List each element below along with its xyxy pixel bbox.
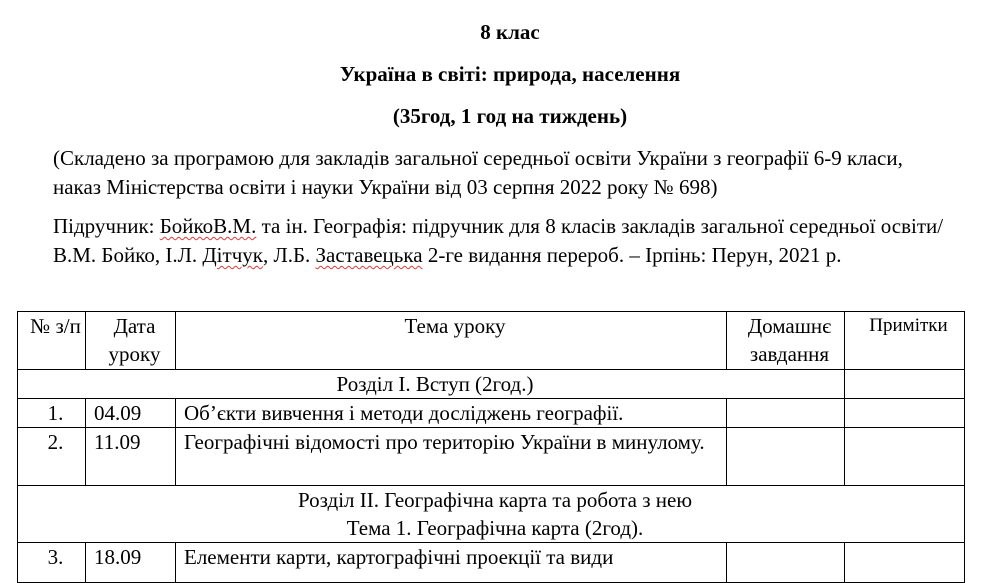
notes-cell (845, 399, 965, 428)
homework-cell (727, 543, 845, 583)
textbook-prefix: Підручник: (53, 214, 160, 238)
header-topic: Тема уроку (176, 312, 727, 370)
section-title-line: Розділ ІІ. Географічна карта та робота з нею (297, 488, 693, 512)
lesson-topic: Об’єкти вивчення і методи досліджень географії. (176, 399, 727, 428)
textbook-reference (53, 212, 953, 270)
spellcheck-flagged-author: БойкоВ.М. (159, 214, 257, 238)
textbook-suffix: 2-ге видання перероб. – Ірпінь: Перун, 2021 р. (422, 243, 842, 267)
header-homework: Домашнє завдання (727, 312, 845, 370)
lesson-topic: Географічні відомості про територію України в минулому. (176, 428, 727, 486)
section-title: Розділ І. Вступ (2год.) (18, 370, 845, 399)
header-notes: Примітки (845, 312, 965, 370)
section-row (18, 486, 965, 543)
lesson-topic: Елементи карти, картографічні проекції та види (176, 543, 727, 583)
lesson-number: 3. (18, 543, 86, 583)
lesson-number: 2. (18, 428, 86, 486)
lesson-date: 04.09 (86, 399, 176, 428)
header-date: Дата уроку (86, 312, 176, 370)
spellcheck-flagged-name: Дітчук (202, 243, 263, 267)
homework-cell (727, 428, 845, 486)
homework-cell (727, 399, 845, 428)
lesson-date: 18.09 (86, 543, 176, 583)
grade-heading: 8 клас (480, 20, 540, 44)
table-row (18, 428, 965, 486)
header-number: № з/п (18, 312, 86, 370)
lesson-plan-table (17, 311, 965, 583)
notes-cell (845, 543, 965, 583)
course-title: Україна в світі: природа, населення (339, 62, 681, 86)
hours-note: (35год, 1 год на тиждень) (392, 104, 628, 128)
lesson-date: 11.09 (86, 428, 176, 486)
table-row (18, 399, 965, 428)
section-title (18, 486, 965, 543)
textbook-body: та ін. Географія: підручник для 8 класів закладів загальної середньої освіти/ В.М. Бойко, І.Л. (53, 214, 944, 267)
notes-cell (845, 370, 965, 399)
program-note: (Складено за програмою для закладів загальної середньої освіти України з географії 6-9 класи, наказ Міністерства освіти і науки України від 03 серпня 2022 року № 698) (53, 146, 903, 199)
topic-title-line: Тема 1. Географічна карта (2год). (346, 516, 644, 540)
textbook-body-2: , Л.Б. (262, 243, 316, 267)
section-row (18, 370, 965, 399)
table-row (18, 543, 965, 583)
spellcheck-flagged-name: Заставецька (315, 243, 423, 267)
table-header-row (18, 312, 965, 370)
notes-cell (845, 428, 965, 486)
lesson-number: 1. (18, 399, 86, 428)
